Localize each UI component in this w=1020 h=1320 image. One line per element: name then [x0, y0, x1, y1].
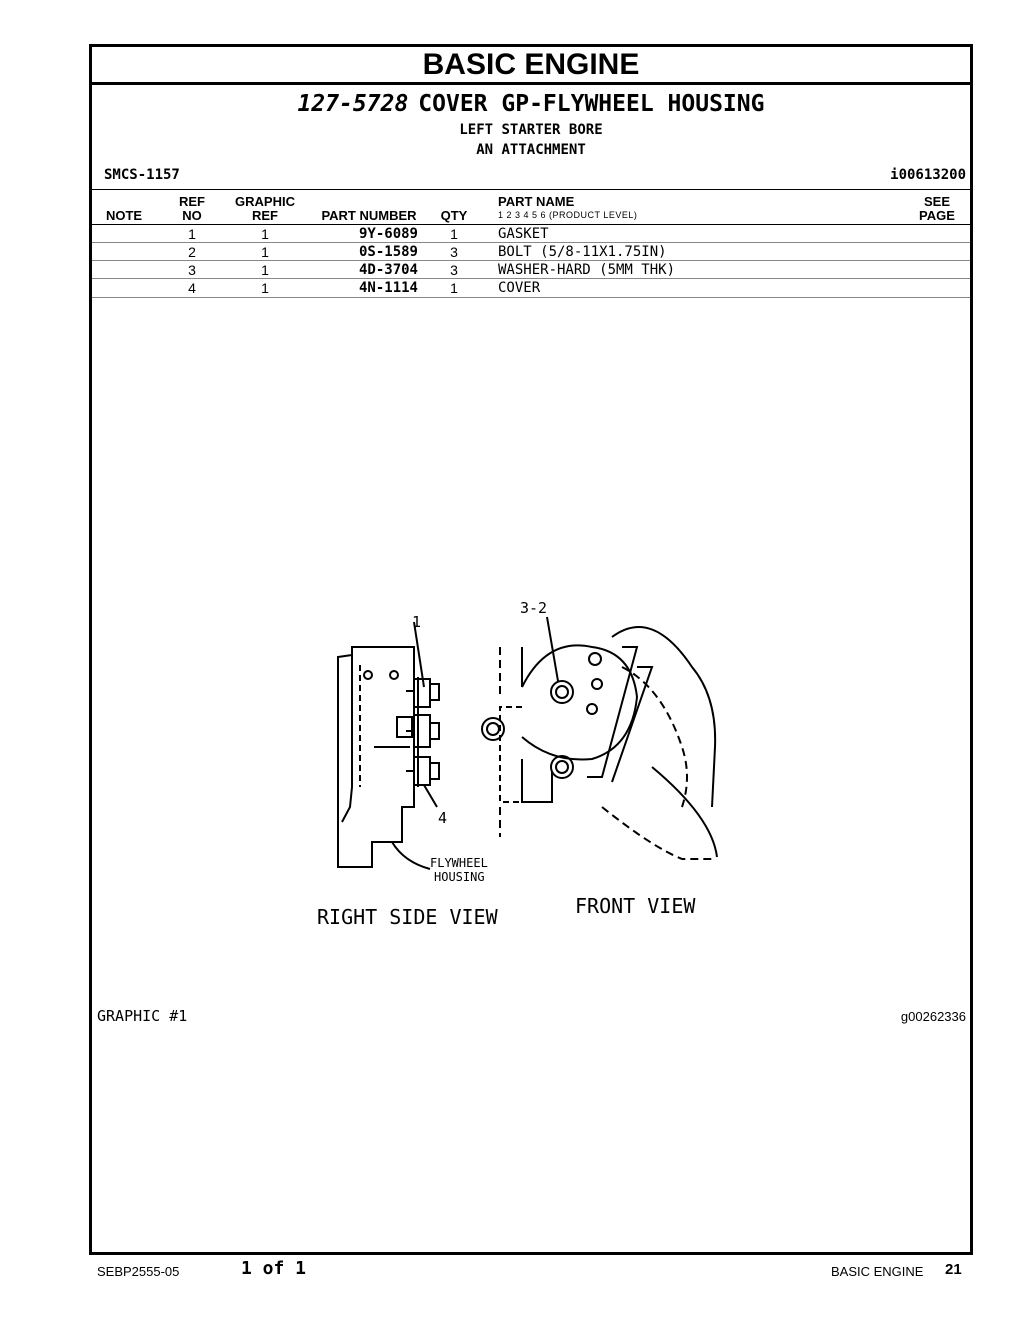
flywheel-label-2: HOUSING — [434, 870, 485, 884]
footer-doc-number: SEBP2555-05 — [97, 1264, 180, 1279]
group-subtitle-2: AN ATTACHMENT — [476, 142, 586, 158]
col-graphic-ref: GRAPHIC REF — [235, 194, 295, 223]
footer-page-of: 1 of 1 — [241, 1258, 307, 1279]
table-row: 4 1 4N-1114 1 COVER — [92, 278, 970, 298]
col-part-number: PART NUMBER — [321, 208, 417, 223]
table-row: 1 1 9Y-6089 1 GASKET — [92, 224, 970, 243]
table-row: 3 1 4D-3704 3 WASHER-HARD (5MM THK) — [92, 260, 970, 279]
col-ref-no: REF NO — [179, 194, 205, 223]
footer-section: BASIC ENGINE — [831, 1264, 924, 1279]
right-side-view-label: RIGHT SIDE VIEW — [317, 905, 498, 929]
callout-3-2: 3-2 — [520, 599, 548, 617]
smcs-code: SMCS-1157 — [104, 167, 180, 183]
col-note: NOTE — [105, 208, 143, 223]
group-name: COVER GP-FLYWHEEL HOUSING — [418, 91, 765, 117]
section-title: BASIC ENGINE — [92, 47, 970, 85]
col-part-name: PART NAME — [498, 194, 575, 209]
callout-1: 1 — [412, 613, 422, 631]
product-level: 1 2 3 4 5 6 (PRODUCT LEVEL) — [498, 210, 638, 220]
graphic-ref-label: GRAPHIC #1 — [97, 1007, 188, 1025]
page-frame — [89, 44, 973, 1255]
footer-page-number: 21 — [945, 1261, 962, 1278]
col-qty: QTY — [440, 208, 468, 223]
flywheel-label-1: FLYWHEEL — [430, 856, 488, 870]
callout-4: 4 — [438, 809, 448, 827]
table-row: 2 1 0S-1589 3 BOLT (5/8-11X1.75IN) — [92, 242, 970, 261]
group-subtitle-1: LEFT STARTER BORE — [459, 122, 603, 138]
group-number: 127-5728 — [297, 91, 409, 117]
parts-illustration — [92, 47, 970, 1252]
graphic-id: g00262336 — [900, 1009, 966, 1024]
front-view-label: FRONT VIEW — [575, 894, 696, 918]
illustration-id: i00613200 — [890, 167, 966, 183]
col-see-page: SEE PAGE — [919, 194, 955, 223]
